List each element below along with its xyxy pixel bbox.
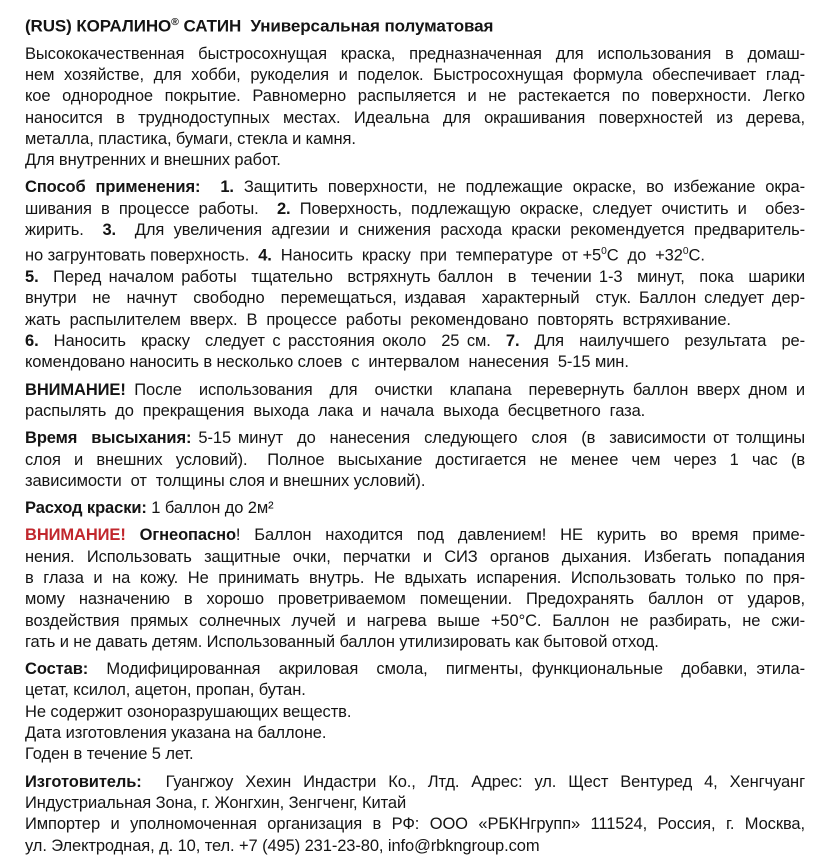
text-line [25,150,805,171]
text-run [200,178,220,196]
composition [25,659,805,765]
safety-warning [25,525,805,653]
text-run: После использования для очистки клапана перевернуть баллон вверх дном и [125,380,805,399]
text-line [25,836,805,857]
text-run: кое однородное покрытие. Равномерно распыляется и не растекается по поверхности. Легко [25,87,805,106]
text-line [25,568,805,589]
text-run: Для внутренних и внешних работ. [25,151,281,170]
superscript-text: ® [171,16,179,28]
text-run: слоя и внешних условий). Полное высыхание достигается не менее чем через 1 час (в [25,450,805,469]
text-line [25,793,805,814]
application-method [25,177,805,373]
text-run: Гуангжоу Хехин Индастри Ко., Лтд. Адрес: ул. Щест Вентуред 4, Хенгчуанг [141,772,805,791]
text-run: 6. [25,332,39,351]
text-run: нения. Использовать защитные очки, перчатки и СИЗ органов дыхания. Избегать попадания [25,547,805,566]
text-run: 5-15 минут до нанесения следующего слоя (в зависимости от толщины [191,429,806,448]
paint-consumption [25,498,805,519]
text-run: ВНИМАНИЕ! [25,380,126,399]
text-run: 2. [276,199,291,218]
text-run: Универсальная полуматовая [250,16,494,36]
text-line [25,11,805,38]
text-run: зависимости от толщины слоя и внешних условий). [25,471,426,490]
text-run: наносится в труднодоступных местах. Идеальна для окрашивания поверхностей из дерева, [25,108,805,127]
text-run: САТИН [178,16,251,36]
text-run: С. [688,246,705,265]
text-line [25,611,805,632]
warning-red-text: ВНИМАНИЕ! [25,526,126,545]
text-run: мому назначению в хорошо проветриваемом помещении. Предохранять баллон от ударов, [25,590,805,609]
text-line [25,680,805,701]
text-line [25,401,805,422]
text-run: 1. [220,178,234,197]
text-run: Для наилучшего результата ре- [519,332,805,351]
text-run: (RUS) КОРАЛИНО [25,16,172,36]
text-line [25,702,805,723]
text-run: ! Баллон находится под давлением! НЕ курить во время приме- [235,526,806,545]
text-line [25,129,805,150]
text-run: металла, пластика, бумаги, стекла и камня. [25,129,356,148]
product-title [25,11,805,38]
text-run: С до +32 [606,246,683,265]
manufacturer [25,772,805,857]
text-run: жать распылителем вверх. В процессе работы рекомендовано повторять встряхивание. [25,310,731,329]
text-run: цетат, ксилол, ацетон, пропан, бутан. [25,681,306,700]
text-line [25,450,805,471]
text-run: Состав: [25,660,89,679]
text-line [25,547,805,568]
text-run: Индустриальная Зона, г. Жонгхин, Зенгченг, Китай [25,793,407,812]
text-line [25,331,805,352]
text-run: 3. [102,221,117,240]
text-run: Дата изготовления указана на баллоне. [25,724,327,743]
text-line [25,659,805,680]
text-run: Изготовитель: [25,772,142,791]
drying-time [25,428,805,492]
text-line [25,525,805,546]
text-run: гать и не давать детям. Использованный баллон утилизировать как бытовой отход. [25,632,659,651]
text-line [25,772,805,793]
text-run: комендовано наносить в несколько слоев с интервалом нанесения 5-15 мин. [25,353,629,372]
text-line [25,86,805,107]
text-run: 7. [505,332,520,351]
text-run: Огнеопасно [139,526,236,545]
text-line [25,108,805,129]
text-line [25,65,805,86]
text-run: нем хозяйстве, для хобби, рукоделия и поделок. Быстросохнущая формула обеспечивает глад- [25,65,805,84]
text-line [25,380,805,401]
text-run: Перед началом работы тщательно встряхнуть баллон в течении 1-3 минут, пока шарики [38,268,805,287]
text-line [25,177,805,198]
text-run: 4. [258,246,272,265]
text-line [25,44,805,65]
text-run: внутри не начнут свободно перемещаться, издавая характерный стук. Баллон следует дер- [25,289,805,308]
text-line [25,471,805,492]
text-run: распылять до прекращения выхода лака и начала выхода бесцветного газа. [25,401,646,420]
text-run: Не содержит озоноразрушающих веществ. [25,702,352,721]
text-line [25,241,805,267]
text-run: в глаза и на кожу. Не принимать внутрь. Не вдыхать испарения. Использовать только по пря- [25,568,805,587]
text-line [25,632,805,653]
text-run: шивания в процессе работы. [25,199,277,218]
text-line [25,498,805,519]
text-line [25,199,805,220]
text-line [25,589,805,610]
text-run: воздействия прямых солнечных лучей и нагрева выше +50°С. Баллон не разбирать, не сжи- [25,611,805,630]
text-run: жирить. [25,221,103,240]
text-line [25,310,805,331]
text-run: 1 баллон до 2м² [146,499,274,518]
text-line [25,428,805,449]
text-run: Высококачественная быстросохнущая краска, предназначенная для использования в домаш- [25,44,805,63]
superscript-text: 0 [601,246,607,258]
text-run: Защитить поверхности, не подлежащие окраске, во избежание окра- [233,178,806,197]
superscript-text: 0 [682,246,689,258]
text-line [25,744,805,765]
text-run: Модифицированная акриловая смола, пигменты, функциональные добавки, этила- [88,660,805,679]
text-run: Годен в течение 5 лет. [25,745,194,764]
intro-paragraph [25,44,805,172]
text-line [25,723,805,744]
text-line [25,267,805,288]
text-run: Способ применения: [25,178,201,197]
text-run: Наносить краску следует с расстояния около 25 см. [38,332,506,351]
text-run: Время высыхания: [25,429,192,448]
text-line [25,288,805,309]
text-run: Для увеличения адгезии и снижения расхода краски рекомендуется предваритель- [116,221,806,240]
text-run: Поверхность, подлежащую окраске, следует очистить и обез- [290,199,806,218]
text-run: ул. Электродная, д. 10, тел. +7 (495) 231-23-80, info@rbkngroup.com [25,836,540,855]
valve-cleaning-warning [25,380,805,423]
text-run [126,526,140,544]
text-run: Импортер и уполномоченная организация в РФ: ООО «РБКНгрупп» 111524, Россия, г. Москва, [25,815,805,834]
text-run: 5. [25,268,39,287]
text-run: но загрунтовать поверхность. [25,246,259,265]
text-run: Расход краски: [25,499,147,518]
text-line [25,814,805,835]
text-line [25,352,805,373]
text-line [25,220,805,241]
text-run: Наносить краску при температуре от +5 [271,246,602,265]
